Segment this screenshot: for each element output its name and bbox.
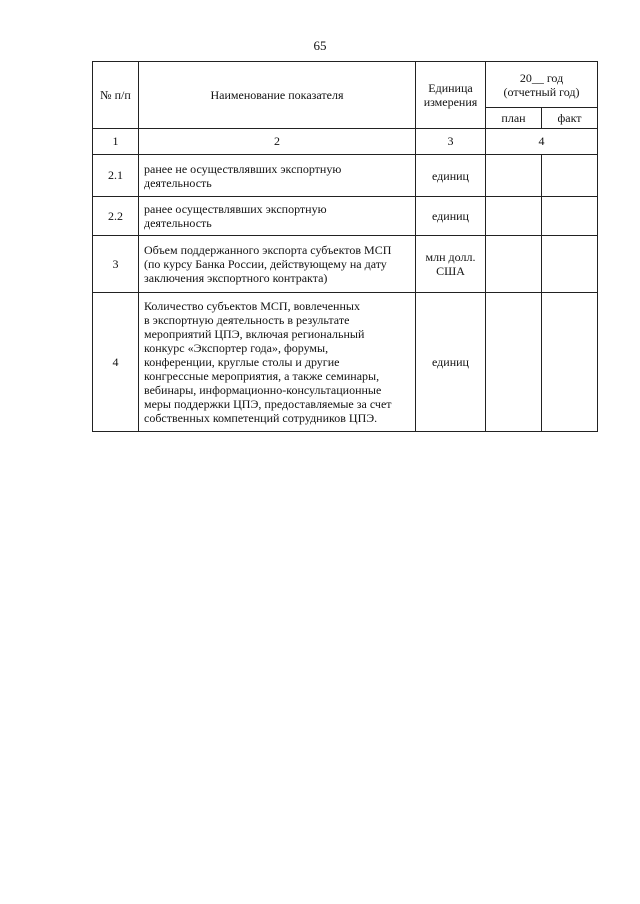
row-num: 2.2 (93, 197, 139, 236)
header-year (486, 62, 598, 108)
indicators-table (92, 61, 598, 432)
row-name-line: (по курсу Банка России, действующему на дату (144, 257, 387, 271)
table-header-row (93, 62, 598, 108)
row-name (139, 293, 416, 432)
row-fact (542, 197, 598, 236)
row-name-line: Количество субъектов МСП, вовлеченных (144, 299, 360, 313)
row-name (139, 236, 416, 293)
header-name: Наименование показателя (139, 62, 416, 129)
row-unit-line: единиц (432, 209, 469, 223)
row-unit-line: США (436, 264, 465, 278)
row-fact (542, 155, 598, 197)
column-number: 3 (416, 129, 486, 155)
header-year-note: (отчетный год) (503, 84, 580, 99)
row-num: 3 (93, 236, 139, 293)
header-plan: план (486, 108, 542, 129)
header-unit: Единица измерения (416, 62, 486, 129)
row-name-line: меры поддержки ЦПЭ, предоставляемые за счет (144, 397, 392, 411)
row-unit-line: единиц (432, 355, 469, 369)
page-number: 65 (313, 38, 327, 53)
row-name-line: вебинары, информационно-консультационные (144, 383, 382, 397)
row-name-line: ранее не осуществлявших экспортную (144, 161, 342, 176)
row-unit-line: единиц (432, 168, 469, 183)
row-name-line: конкурс «Экспортер года», форумы, (144, 341, 329, 355)
row-unit (416, 293, 486, 432)
header-year-label: 20__ год (519, 70, 564, 85)
row-name-line: конференции, круглые столы и другие (144, 355, 340, 369)
row-name-line: заключения экспортного контракта) (144, 271, 328, 285)
row-unit (416, 155, 486, 197)
header-num: № п/п (93, 62, 139, 129)
row-plan (486, 155, 542, 197)
table-row (93, 197, 598, 236)
column-number: 1 (93, 129, 139, 155)
table-row (93, 236, 598, 293)
row-unit (416, 236, 486, 293)
row-name-line: ранее осуществлявших экспортную (144, 202, 327, 216)
row-fact (542, 293, 598, 432)
row-name-line: деятельность (144, 175, 212, 190)
row-name-line: в экспортную деятельность в результате (144, 313, 350, 327)
column-number-row (93, 129, 598, 155)
row-plan (486, 236, 542, 293)
row-plan (486, 293, 542, 432)
row-fact (542, 236, 598, 293)
row-unit (416, 197, 486, 236)
row-name-line: собственных компетенций сотрудников ЦПЭ. (144, 411, 378, 425)
row-num: 2.1 (93, 155, 139, 197)
row-unit-line: млн долл. (425, 250, 476, 264)
row-plan (486, 197, 542, 236)
row-name (139, 155, 416, 197)
row-name (139, 197, 416, 236)
column-number: 4 (486, 129, 598, 155)
row-name-line: деятельность (144, 216, 212, 230)
header-fact: факт (542, 108, 598, 129)
table-row (93, 293, 598, 432)
column-number: 2 (139, 129, 416, 155)
row-name-line: мероприятий ЦПЭ, включая региональный (144, 327, 365, 341)
row-name-line: конгрессные мероприятия, а также семинары, (144, 369, 380, 383)
row-num: 4 (93, 293, 139, 432)
table-row (93, 155, 598, 197)
row-name-line: Объем поддержанного экспорта субъектов МСП (144, 243, 392, 257)
